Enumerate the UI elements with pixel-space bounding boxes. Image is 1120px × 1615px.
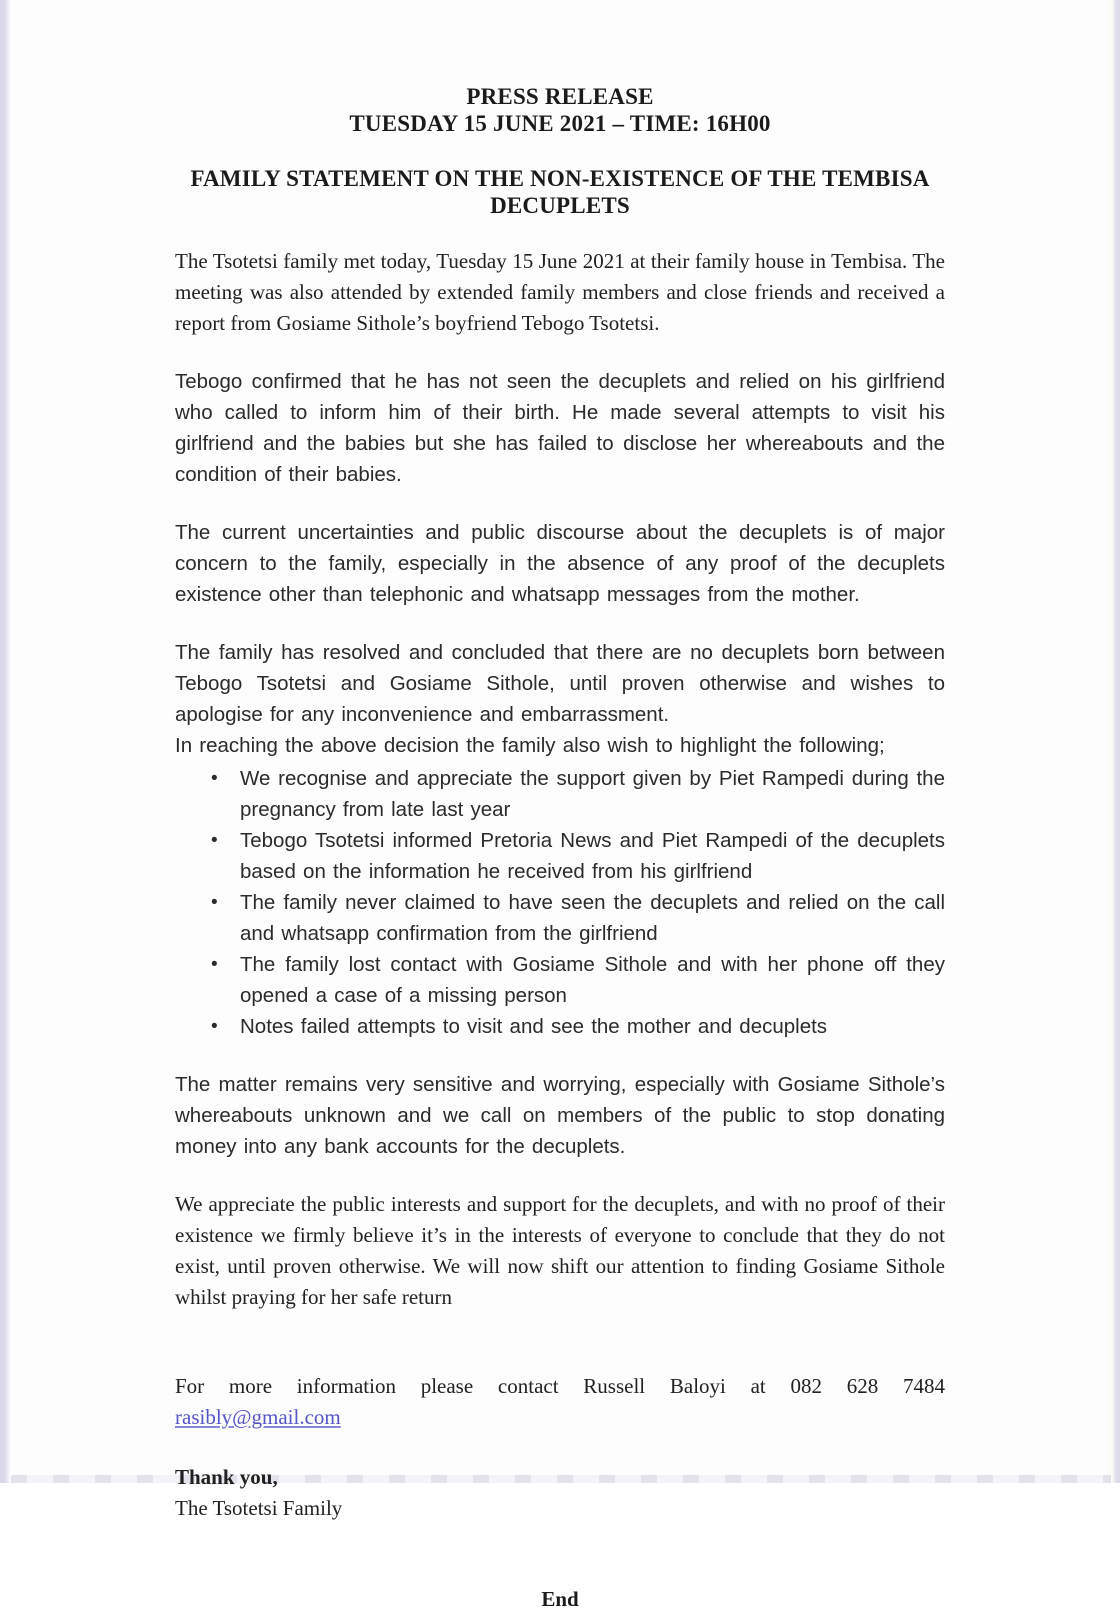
thank-you-line: Thank you, xyxy=(175,1465,278,1489)
list-item: • We recognise and appreciate the support given by Piet Rampedi during the pregnancy from late last year xyxy=(240,763,945,825)
press-release-kicker: PRESS RELEASE xyxy=(466,84,654,109)
paragraph-appreciation: We appreciate the public interests and support for the decuplets, and with no proof of their existence we firmly believe it’s in the interests of everyone to conclude that they do not exist, until proven otherwise. We will now shift our attention to finding Gosiame Sithole whilst praying for her safe return xyxy=(175,1192,945,1309)
list-item: • Notes failed attempts to visit and see the mother and decuplets xyxy=(240,1011,945,1042)
title-line-1: FAMILY STATEMENT ON THE NON-EXISTENCE OF THE TEMBISA xyxy=(190,166,930,191)
document-title xyxy=(175,165,945,219)
paragraph-resolution: The family has resolved and concluded that there are no decuplets born between Tebogo Tsotetsi and Gosiame Sithole, until proven otherwise and wishes to apologise for any inconvenience and embarrassment. xyxy=(175,641,945,726)
contact-line: For more information please contact Russell Baloyi at 082 628 7484 xyxy=(175,1374,945,1398)
highlight-list xyxy=(175,763,945,1042)
signature-line: The Tsotetsi Family xyxy=(175,1496,343,1520)
page-edge-right xyxy=(1111,0,1120,1483)
list-item: • The family never claimed to have seen the decuplets and relied on the call and whatsapp confirmation from the girlfriend xyxy=(240,887,945,949)
title-line-2: DECUPLETS xyxy=(490,193,630,218)
closing-block xyxy=(175,1462,945,1524)
email-link[interactable]: rasibly@gmail.com xyxy=(175,1405,341,1429)
dateline: TUESDAY 15 JUNE 2021 – TIME: 16H00 xyxy=(349,111,771,136)
paragraph-uncertainties: The current uncertainties and public discourse about the decuplets is of major concern to the family, especially in the absence of any proof of the decuplets existence other than telephonic and whatsapp messages from the mother. xyxy=(175,521,945,606)
page-edge-left xyxy=(0,0,11,1483)
end-marker: End xyxy=(541,1587,579,1611)
list-item: • The family lost contact with Gosiame Sithole and with her phone off they opened a case of a missing person xyxy=(240,949,945,1011)
paragraph-highlight-intro: In reaching the above decision the family also wish to highlight the following; xyxy=(175,734,885,757)
list-item: • Tebogo Tsotetsi informed Pretoria News and Piet Rampedi of the decuplets based on the information he received from his girlfriend xyxy=(240,825,945,887)
document-content xyxy=(175,83,945,1615)
paragraph-meeting: The Tsotetsi family met today, Tuesday 15 June 2021 at their family house in Tembisa. The meeting was also attended by extended family members and close friends and received a report from Gosiame Sithole’s boyfriend Tebogo Tsotetsi. xyxy=(175,249,945,335)
paragraph-tebogo-confirmed: Tebogo confirmed that he has not seen the decuplets and relied on his girlfriend who called to inform him of their birth. He made several attempts to visit his girlfriend and the babies but she has failed to disclose her whereabouts and the condition of their babies. xyxy=(175,370,945,486)
paragraph-sensitive-matter: The matter remains very sensitive and worrying, especially with Gosiame Sithole’s whereabouts unknown and we call on members of the public to stop donating money into any bank accounts for the decuplets. xyxy=(175,1073,945,1158)
contact-email-line xyxy=(175,1402,945,1433)
